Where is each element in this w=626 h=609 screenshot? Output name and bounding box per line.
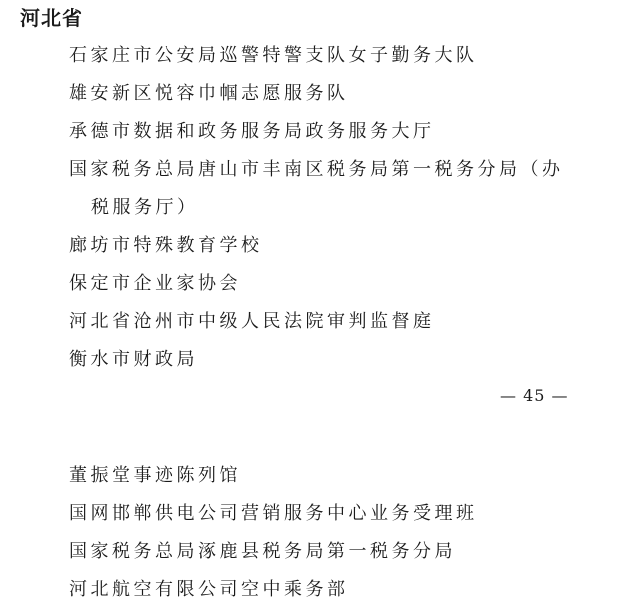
list-item — [69, 151, 609, 227]
list-item: 国网邯郸供电公司营销服务中心业务受理班 — [69, 503, 478, 524]
list-item: 董振堂事迹陈列馆 — [69, 465, 241, 486]
entry-list-page-45 — [69, 37, 609, 379]
section-heading: 河北省 — [20, 6, 83, 30]
list-item-line-1: 国家税务总局唐山市丰南区税务局第一税务分局（办 — [69, 159, 564, 180]
page-number: — 45 — — [500, 386, 569, 405]
list-item: 承德市数据和政务服务局政务服务大厅 — [69, 121, 435, 142]
list-item: 河北航空有限公司空中乘务部 — [69, 579, 349, 600]
list-item: 廊坊市特殊教育学校 — [69, 235, 263, 256]
list-item: 国家税务总局涿鹿县税务局第一税务分局 — [69, 541, 456, 562]
list-item: 衡水市财政局 — [69, 349, 198, 370]
list-item: 保定市企业家协会 — [69, 273, 241, 294]
list-item: 河北省沧州市中级人民法院审判监督庭 — [69, 311, 435, 332]
list-item: 雄安新区悦容巾帼志愿服务队 — [69, 83, 349, 104]
entry-list-next-page — [69, 457, 609, 609]
list-item-line-2: 税服务厅） — [91, 197, 199, 218]
list-item: 石家庄市公安局巡警特警支队女子勤务大队 — [69, 45, 478, 66]
